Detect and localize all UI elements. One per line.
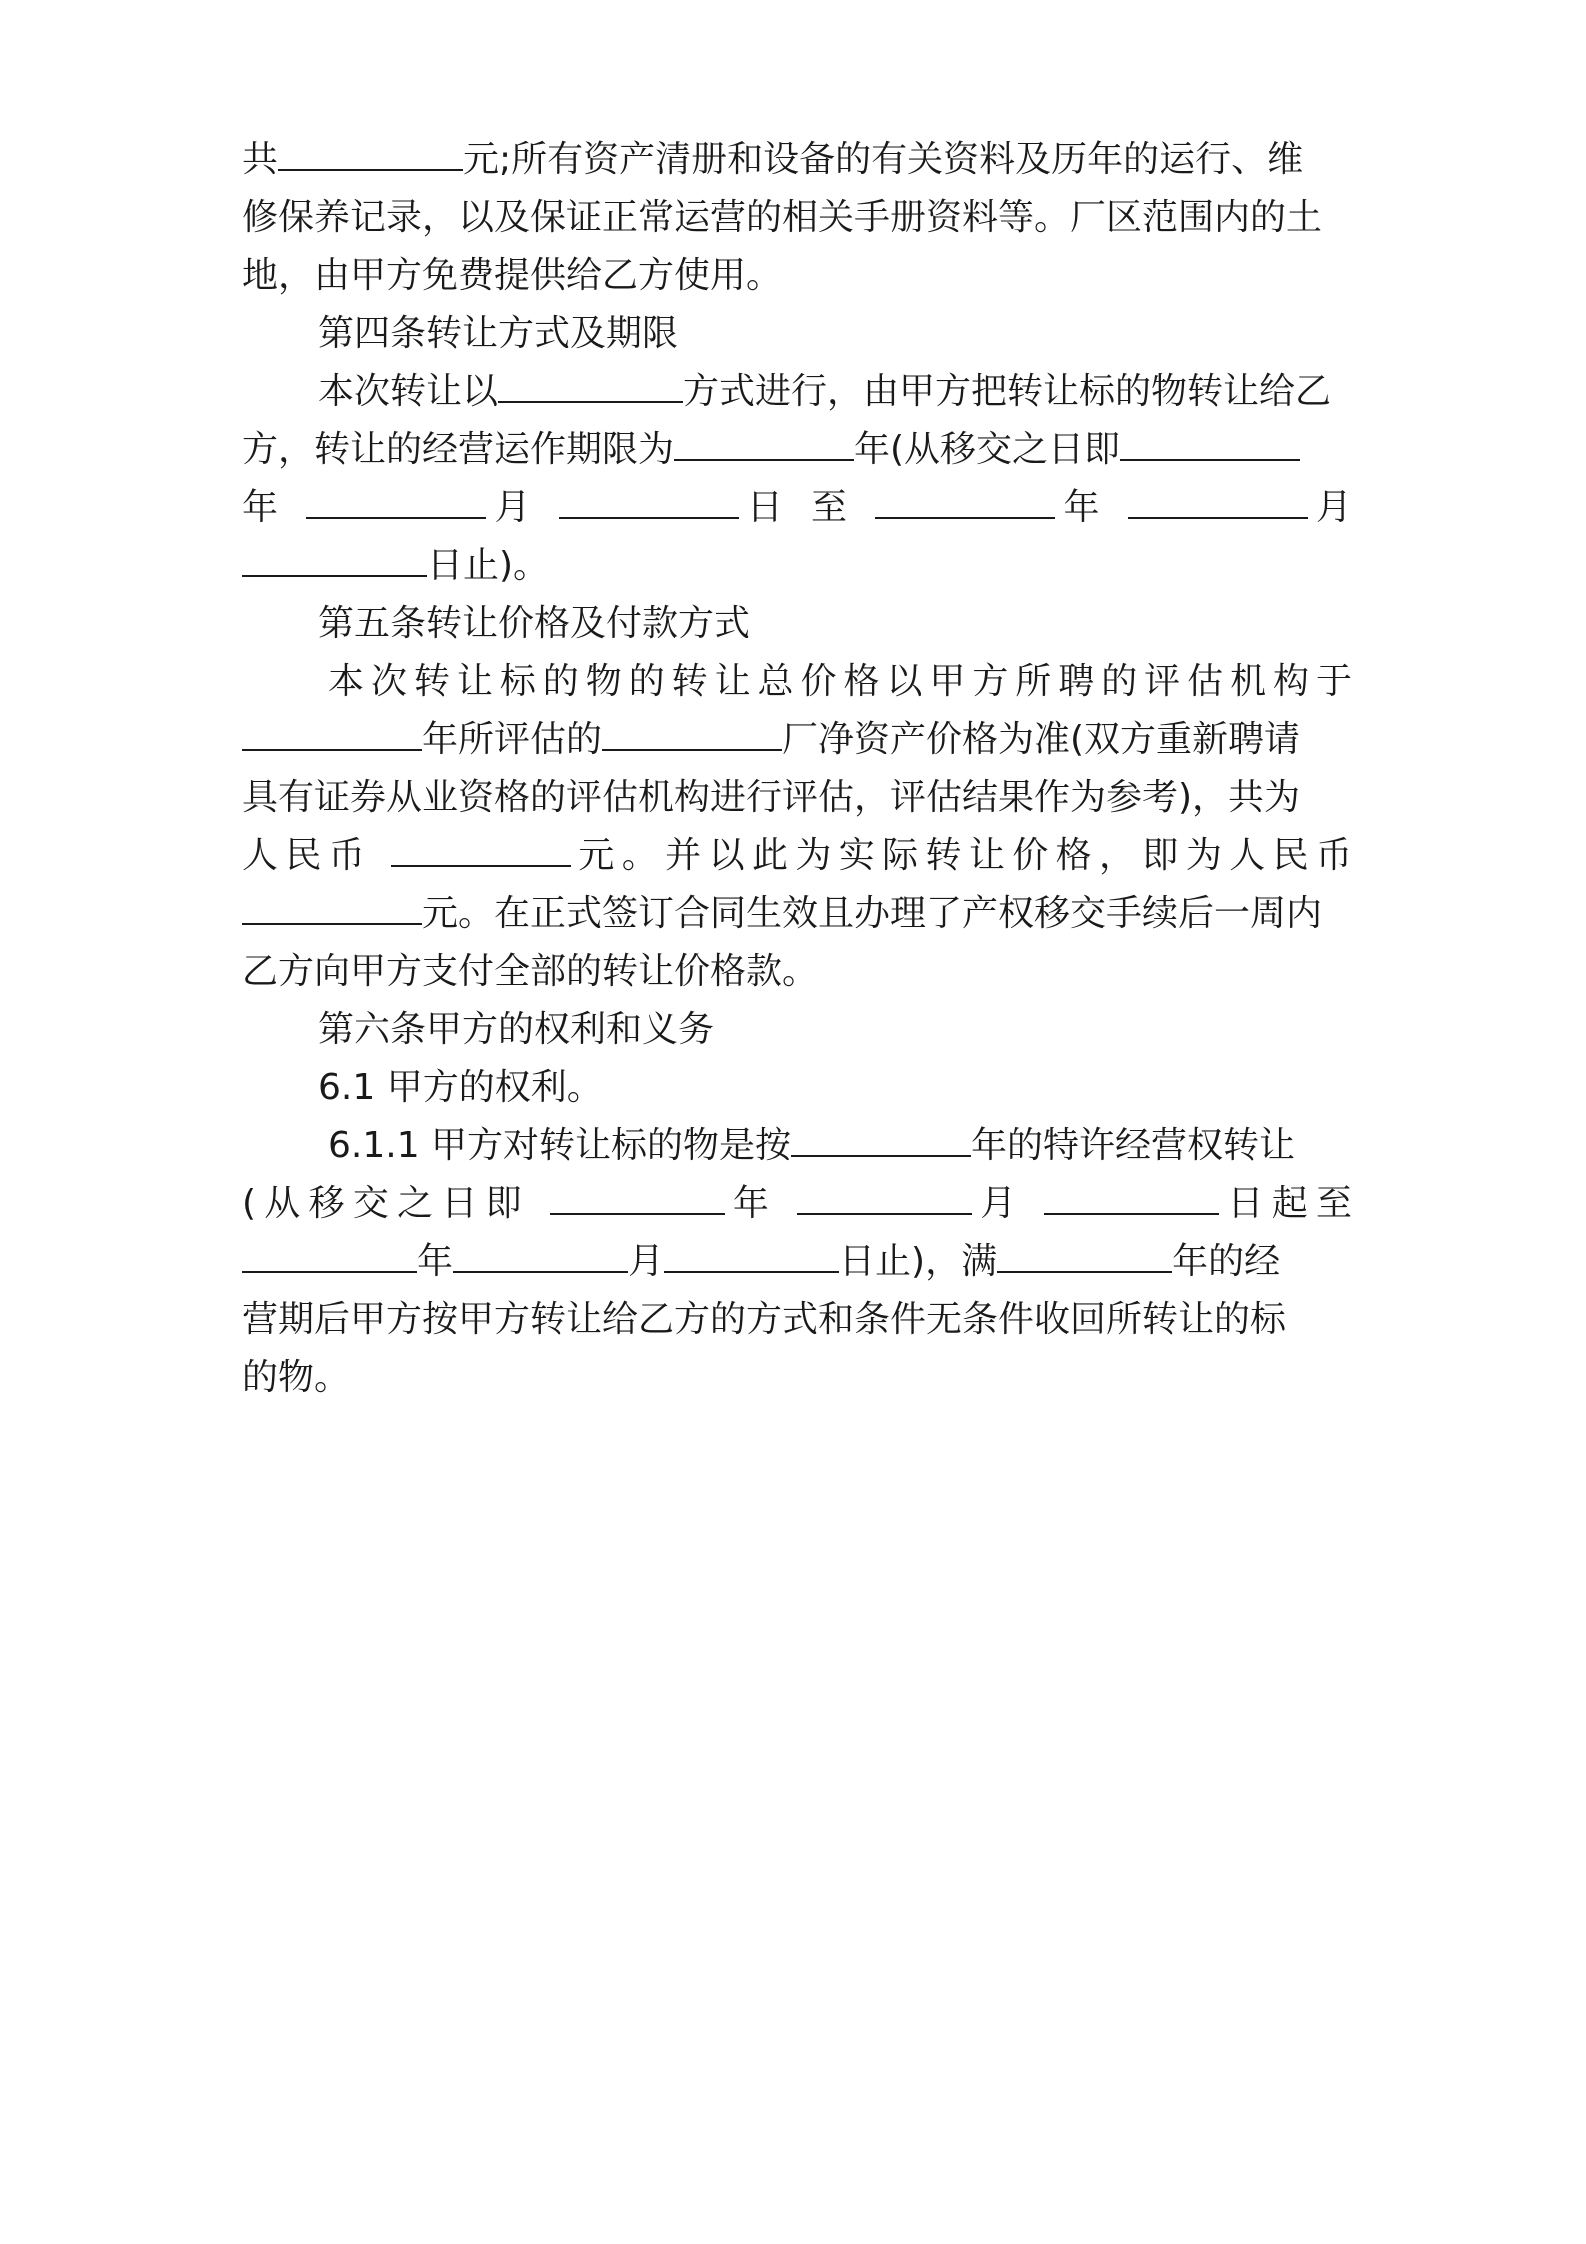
- paragraph-line: [242, 478, 1352, 538]
- text: 6.1.1 甲方对转让标的物是按: [328, 1125, 792, 1166]
- text: 月: [486, 487, 539, 528]
- text: 月: [628, 1241, 665, 1282]
- fill-in-blank: [278, 135, 463, 171]
- paragraph-line: [242, 826, 1352, 886]
- fill-in-blank: [997, 1237, 1172, 1273]
- paragraph-line: 具有证券从业资格的评估机构进行评估，评估结果作为参考)，共为: [242, 777, 1301, 818]
- text: 年: [724, 1183, 778, 1224]
- fill-in-blank: [674, 425, 854, 461]
- paragraph-line: 的物。: [242, 1357, 351, 1398]
- text: (从移交之日即: [242, 1183, 530, 1224]
- paragraph-line: 修保养记录，以及保证正常运营的相关手册资料等。厂区范围内的土: [242, 197, 1323, 238]
- fill-in-blank: [550, 1179, 725, 1215]
- sub-heading: 6.1 甲方的权利。: [318, 1067, 603, 1108]
- text: 年(从移交之日即: [854, 429, 1121, 470]
- fill-in-blank: [559, 483, 739, 519]
- fill-in-blank: [242, 889, 422, 925]
- fill-in-blank: [242, 1237, 417, 1273]
- text: 元。并以此为实际转让价格，即为人民币: [571, 835, 1352, 876]
- paragraph-line: [242, 130, 1352, 190]
- paragraph-line: 乙方向甲方支付全部的转让价格款。: [242, 951, 819, 992]
- fill-in-blank: [242, 715, 422, 751]
- text: 人民币: [242, 835, 373, 876]
- fill-in-blank: [664, 1237, 839, 1273]
- text: 方式进行，由甲方把转让标的物转让给乙: [683, 371, 1332, 412]
- fill-in-blank: [391, 831, 571, 867]
- fill-in-blank: [875, 483, 1055, 519]
- text: 月: [971, 1183, 1025, 1224]
- text: 元。在正式签订合同生效且办理了产权移交手续后一周内: [422, 893, 1323, 934]
- paragraph-line: [242, 1174, 1352, 1234]
- paragraph-line: [242, 420, 1352, 480]
- text: 日 至: [738, 487, 856, 528]
- paragraph-line: [318, 362, 1352, 422]
- text: 年的特许经营权转让: [971, 1125, 1296, 1166]
- paragraph-line: [328, 1116, 1352, 1176]
- paragraph-line: [242, 1232, 1352, 1292]
- paragraph-line: 营期后甲方按甲方转让给乙方的方式和条件无条件收回所转让的标: [242, 1299, 1287, 1340]
- text: 年: [242, 487, 287, 528]
- text: 月: [1307, 487, 1352, 528]
- text: 年的经: [1172, 1241, 1281, 1282]
- text: 日起至: [1219, 1183, 1352, 1224]
- text: 共: [242, 139, 279, 180]
- text: 方，转让的经营运作期限为: [242, 429, 675, 470]
- text: 日止)，满: [839, 1241, 998, 1282]
- text: 厂净资产价格为准(双方重新聘请: [782, 719, 1301, 760]
- text: 日止)。: [427, 545, 550, 586]
- fill-in-blank: [602, 715, 782, 751]
- article-heading: 第五条转让价格及付款方式: [318, 603, 751, 644]
- fill-in-blank: [498, 367, 683, 403]
- text: 元;所有资产清册和设备的有关资料及历年的运行、维: [463, 139, 1304, 180]
- text: 年: [1055, 487, 1108, 528]
- fill-in-blank: [242, 541, 427, 577]
- fill-in-blank: [1128, 483, 1308, 519]
- fill-in-blank: [797, 1179, 972, 1215]
- paragraph-line: [242, 884, 1352, 944]
- paragraph-line: [242, 710, 1352, 770]
- paragraph-line: 地，由甲方免费提供给乙方使用。: [242, 255, 783, 296]
- paragraph-line: 本次转让标的物的转让总价格以甲方所聘的评估机构于: [328, 661, 1352, 702]
- fill-in-blank: [1120, 425, 1300, 461]
- fill-in-blank: [1044, 1179, 1219, 1215]
- fill-in-blank: [791, 1121, 971, 1157]
- article-heading: 第六条甲方的权利和义务: [318, 1009, 715, 1050]
- article-heading: 第四条转让方式及期限: [318, 313, 679, 354]
- fill-in-blank: [453, 1237, 628, 1273]
- paragraph-line: [242, 536, 1352, 596]
- text: 年: [417, 1241, 454, 1282]
- text: 年所评估的: [422, 719, 603, 760]
- fill-in-blank: [306, 483, 486, 519]
- text: 本次转让以: [318, 371, 499, 412]
